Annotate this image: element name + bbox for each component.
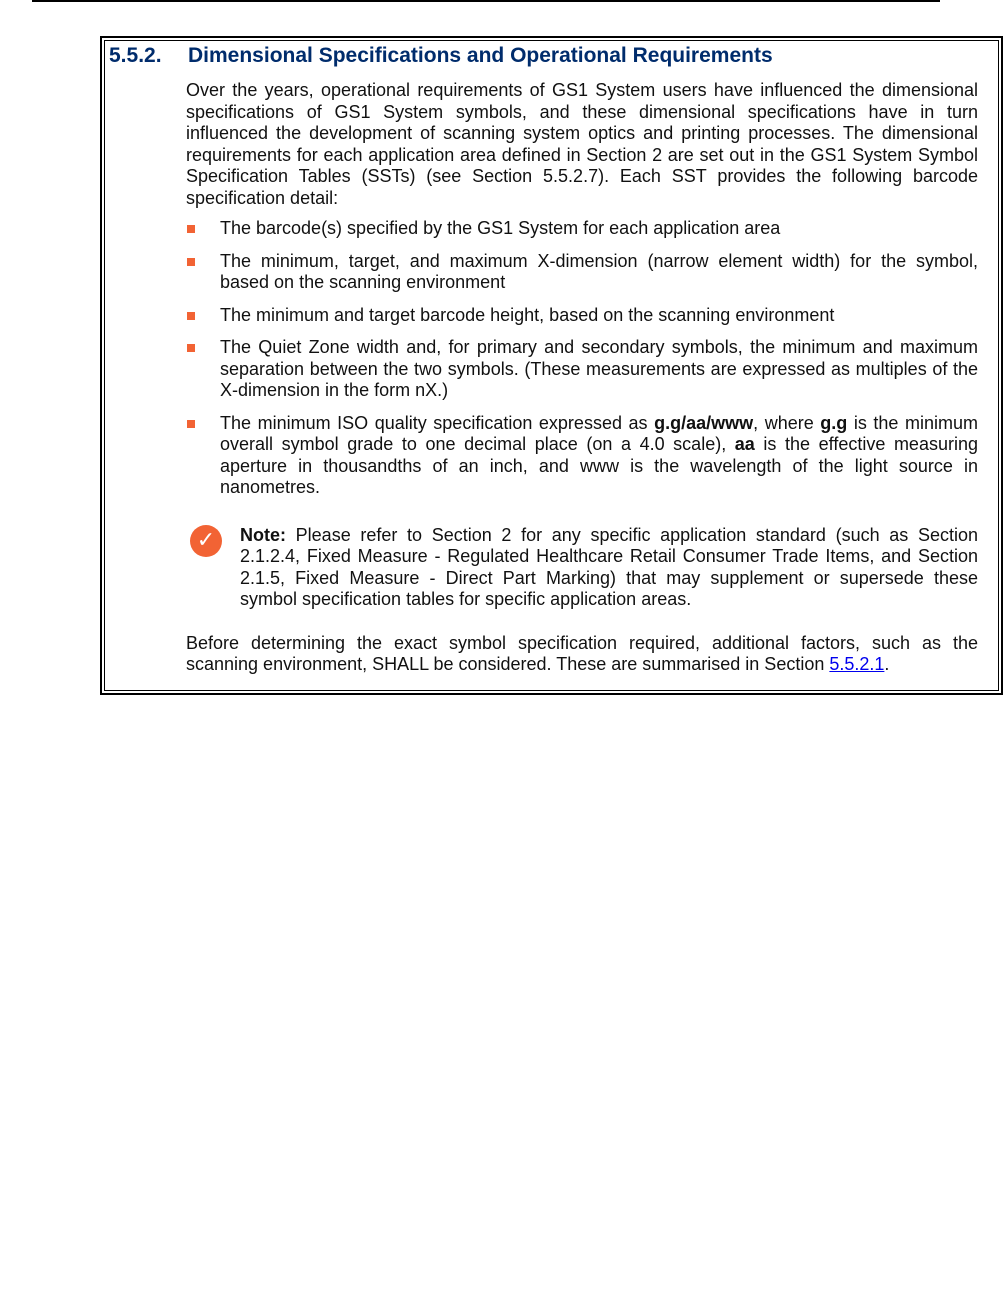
square-bullet-icon	[187, 225, 195, 233]
section-number: 5.5.2.	[109, 44, 162, 67]
section-box	[100, 36, 1003, 695]
list-item-text: The barcode(s) specified by the GS1 System for each application area	[220, 218, 781, 238]
section-content	[186, 80, 978, 676]
text-run: is the effective measuring aperture in thousandths of an inch, and www is the wavelength of the light source in nanometres.	[220, 434, 978, 497]
list-item	[186, 251, 978, 294]
section-title: Dimensional Specifications and Operational Requirements	[188, 44, 773, 67]
list-item	[186, 337, 978, 402]
section-link[interactable]: 5.5.2.1	[829, 654, 885, 674]
square-bullet-icon	[187, 344, 195, 352]
list-item-text: The minimum, target, and maximum X-dimension (narrow element width) for the symbol, based on the scanning environment	[220, 250, 978, 292]
note-text: Please refer to Section 2 for any specific application standard (such as Section 2.1.2.4, Fixed Measure - Regulated Healthcare Retail Consumer Trade Items, and Section 2.1.5, Fixed Measure - Direct Part Marking) that may supplement or supersede these symbol specification tables for specific application areas.	[240, 524, 978, 609]
list-item	[186, 218, 978, 240]
check-circle-icon: ✓	[190, 525, 222, 557]
closing-text: Before determining the exact symbol specification required, additional factors, such as the scanning environment, SHALL be considered. These are summarised in Section	[186, 632, 978, 674]
list-item	[186, 305, 978, 327]
spec-list	[186, 218, 978, 499]
list-item-text	[220, 413, 978, 498]
section-heading	[109, 44, 999, 68]
page-top-rule	[32, 0, 940, 2]
list-item	[186, 413, 978, 499]
closing-period: .	[884, 654, 890, 674]
note-block	[186, 525, 978, 611]
list-item-text: The Quiet Zone width and, for primary and secondary symbols, the minimum and maximum separation between the two symbols. (These measurements are expressed as multiples of the X-dimension in the form nX.)	[220, 337, 978, 400]
list-item-text: The minimum and target barcode height, based on the scanning environment	[220, 304, 835, 325]
intro-paragraph: Over the years, operational requirements of GS1 System users have influenced the dimensional specifications of GS1 System symbols, and these dimensional specifications have in turn influenced the development of scanning system optics and printing processes. The dimensional requirements for each application area defined in Section 2 are set out in the GS1 System Symbol Specification Tables (SSTs) (see Section 5.5.2.7). Each SST provides the following barcode specification detail:	[186, 80, 978, 208]
grade-term: g.g	[820, 412, 848, 433]
format-code: g.g/aa/www	[654, 412, 754, 433]
aperture-term: aa	[734, 434, 755, 454]
closing-paragraph	[186, 633, 978, 676]
text-run: The minimum ISO quality specification expressed as	[220, 412, 655, 433]
note-label: Note:	[240, 524, 286, 545]
text-run: is the minimum overall symbol grade to one decimal place (on a 4.0 scale),	[220, 412, 979, 454]
text-run: , where	[753, 412, 821, 433]
square-bullet-icon	[187, 420, 195, 428]
square-bullet-icon	[187, 258, 195, 266]
square-bullet-icon	[187, 312, 195, 320]
